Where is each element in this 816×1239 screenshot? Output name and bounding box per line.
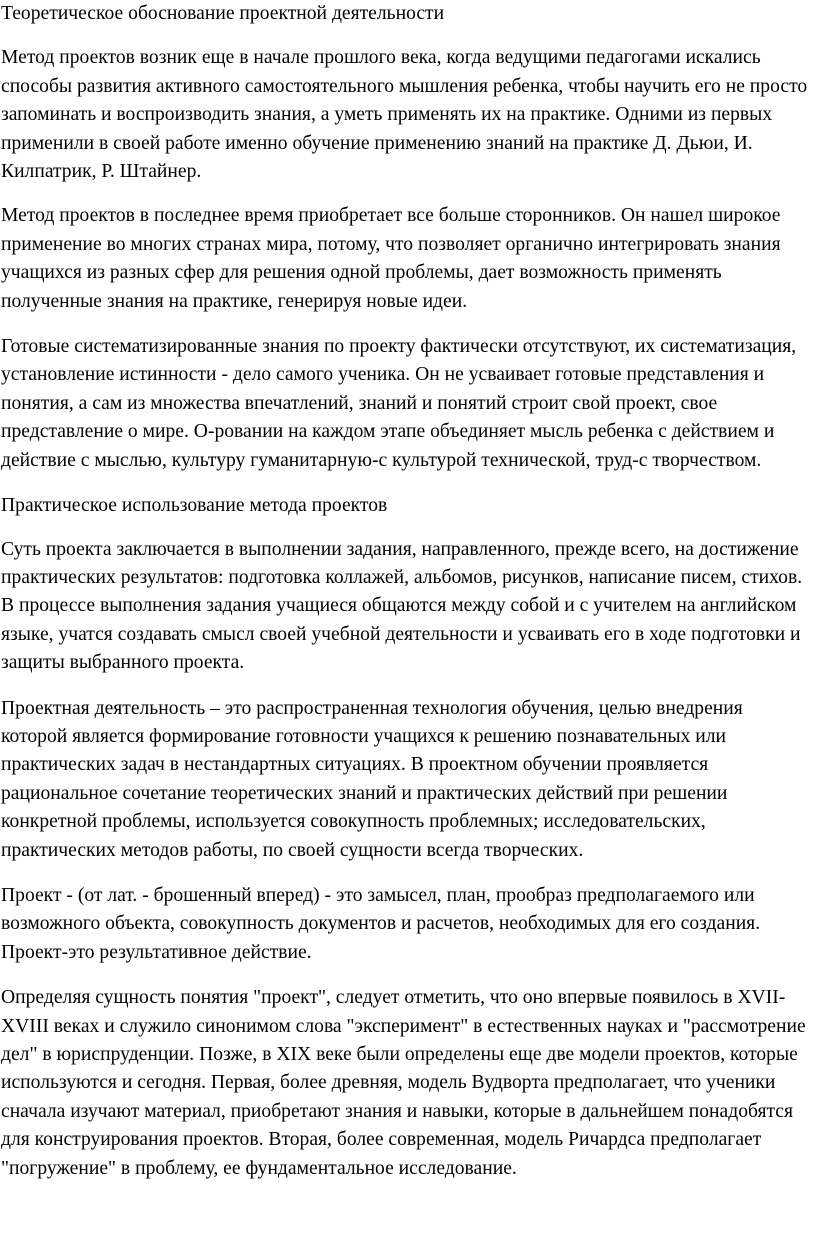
section-heading-theory: Теоретическое обоснование проектной деятельности bbox=[1, 3, 445, 24]
paragraph-history: Метод проектов возник еще в начале прошлого века, когда ведущими педагогами искались способы развития активного самостоятельного мышления ребенка, чтобы научить его не просто запоминать и воспроизводить знания, а уметь применять их на практике. Одними из первых применили в своей работе именно обучение применению знаний на практике Д. Дьюи, И. Килпатрик, Р. Штайнер. bbox=[1, 47, 808, 183]
paragraph-essence: Суть проекта заключается в выполнении задания, направленного, прежде всего, на достижение практических результатов: подготовка коллажей, альбомов, рисунков, написание писем, стихов. В процессе выполнения задания учащиеся общаются между собой и с учителем на английском языке, учатся создавать смысл своей учебной деятельности и усваивать его в ходе подготовки и защиты выбранного проекта. bbox=[1, 538, 803, 674]
paragraph-popularity: Метод проектов в последнее время приобретает все больше сторонников. Он нашел широкое применение во многих странах мира, потому, что позволяет органично интегрировать знания учащихся из разных сфер для решения одной проблемы, дает возможность применять полученные знания на практике, генерируя новые идеи. bbox=[1, 205, 781, 312]
section-heading-practice: Практическое использование метода проектов bbox=[1, 495, 388, 517]
paragraph-technology: Проектная деятельность – это распространенная технология обучения, целью внедрения которой является формирование готовности учащихся к решению познавательных или практических задач в нестандартных ситуациях. В проектном обучении проявляется рациональное сочетание теоретических знаний и практических действий при решении конкретной проблемы, используется совокупность проблемных; исследовательских, практических методов работы, по своей сущности всегда творческих. bbox=[1, 697, 743, 861]
paragraph-knowledge: Готовые систематизированные знания по проекту фактически отсутствуют, их систематизация, установление истинности - дело самого ученика. Он не усваивает готовые представления и понятия, а сам из множества впечатлений, знаний и понятий строит свой проект, свое представление о мире. О-ровании на каждом этапе объединяет мысль ребенка с действием и действие с мыслью, культуру гуманитарную-с культурой технической, труд-с творчеством. bbox=[1, 336, 797, 471]
paragraph-concept: Определяя сущность понятия "проект", следует отметить, что оно впервые появилось в XVII-XVIII веках и служило синонимом слова "эксперимент" в естественных науках и "рассмотрение дел" в юриспруденции. Позже, в XIX веке были определены еще две модели проектов, которые используются и сегодня. Первая, более древняя, модель Вудворта предполагает, что ученики сначала изучают материал, приобретают знания и навыки, которые в дальнейшем понадобятся для конструирования проектов. Вторая, более современная, модель Ричардса предполагает "погружение" в проблему, ее фундаментальное исследование. bbox=[1, 987, 806, 1179]
paragraph-definition: Проект - (от лат. - брошенный вперед) - это замысел, план, прообраз предполагаемого или возможного объекта, совокупность документов и расчетов, необходимых для его создания. Проект-это результативное действие. bbox=[1, 884, 761, 963]
